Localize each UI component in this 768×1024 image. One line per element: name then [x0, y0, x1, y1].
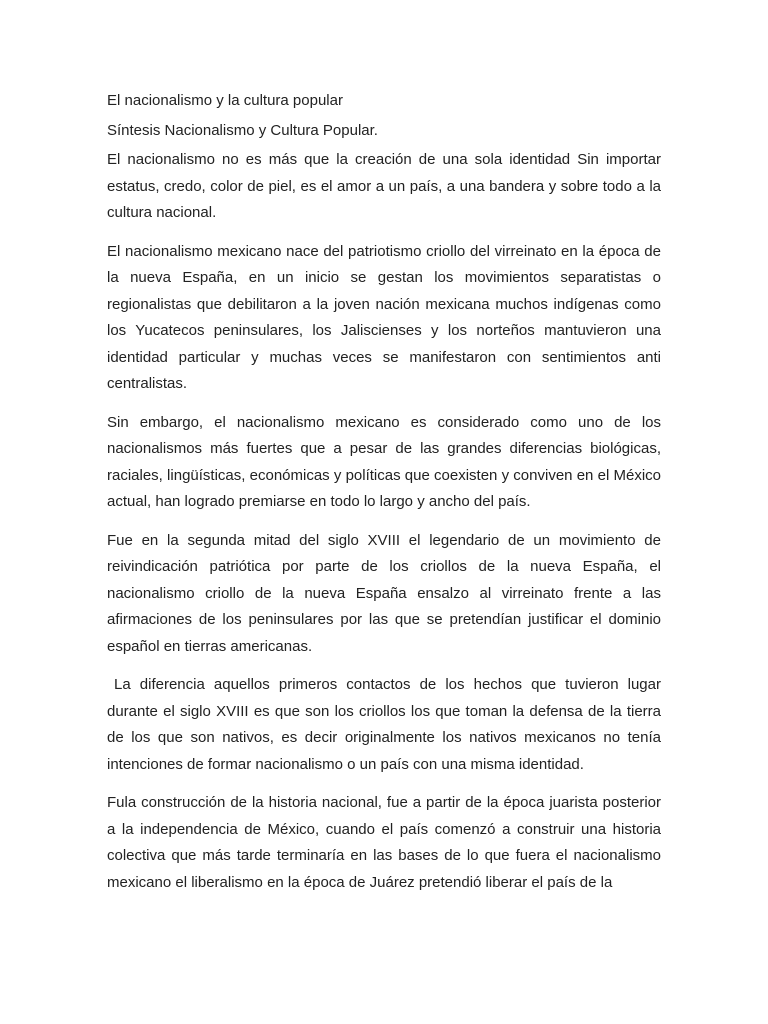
document-subtitle: Síntesis Nacionalismo y Cultura Popular. [107, 121, 378, 139]
document-page [107, 88, 661, 908]
paragraph-5: La diferencia aquellos primeros contactos de los hechos que tuvieron lugar durante el siglo XVIII es que son los criollos los que toman la defensa de la tierra de los que son nativos, es decir originalmente los nativos mexicanos no tenía intenciones de formar nacionalismo o un país con una misma identidad. [107, 676, 661, 773]
paragraph-3: Sin embargo, el nacionalismo mexicano es considerado como uno de los nacionalismos más fuertes que a pesar de las grandes diferencias biológicas, raciales, lingüísticas, económicas y políticas que coexisten y conviven en el México actual, han logrado premiarse en todo lo largo y ancho del país. [107, 413, 661, 510]
paragraph-2: El nacionalismo mexicano nace del patriotismo criollo del virreinato en la época de la nueva España, en un inicio se gestan los movimientos separatistas o regionalistas que debilitaron a la joven nación mexicana muchos indígenas como los Yucatecos peninsulares, los Jaliscienses y los norteños mantuvieron una identidad particular y muchas veces se manifestaron con sentimientos anti centralistas. [107, 242, 661, 392]
paragraph-1: El nacionalismo no es más que la creación de una sola identidad Sin importar estatus, credo, color de piel, es el amor a un país, a una bandera y sobre todo a la cultura nacional. [107, 151, 661, 221]
paragraph-4: Fue en la segunda mitad del siglo XVIII el legendario de un movimiento de reivindicación patriótica por parte de los criollos de la nueva España, el nacionalismo criollo de la nueva España ensalzo al virreinato frente a las afirmaciones de los peninsulares por las que se pretendían justificar el dominio español en tierras americanas. [107, 531, 661, 655]
document-title: El nacionalismo y la cultura popular [107, 92, 343, 109]
paragraph-6: Fula construcción de la historia nacional, fue a partir de la época juarista posterior a la independencia de México, cuando el país comenzó a construir una historia colectiva que más tarde terminaría en las bases de lo que fuera el nacionalismo mexicano el liberalismo en la época de Juárez pretendió liberar el país de la [107, 794, 661, 891]
